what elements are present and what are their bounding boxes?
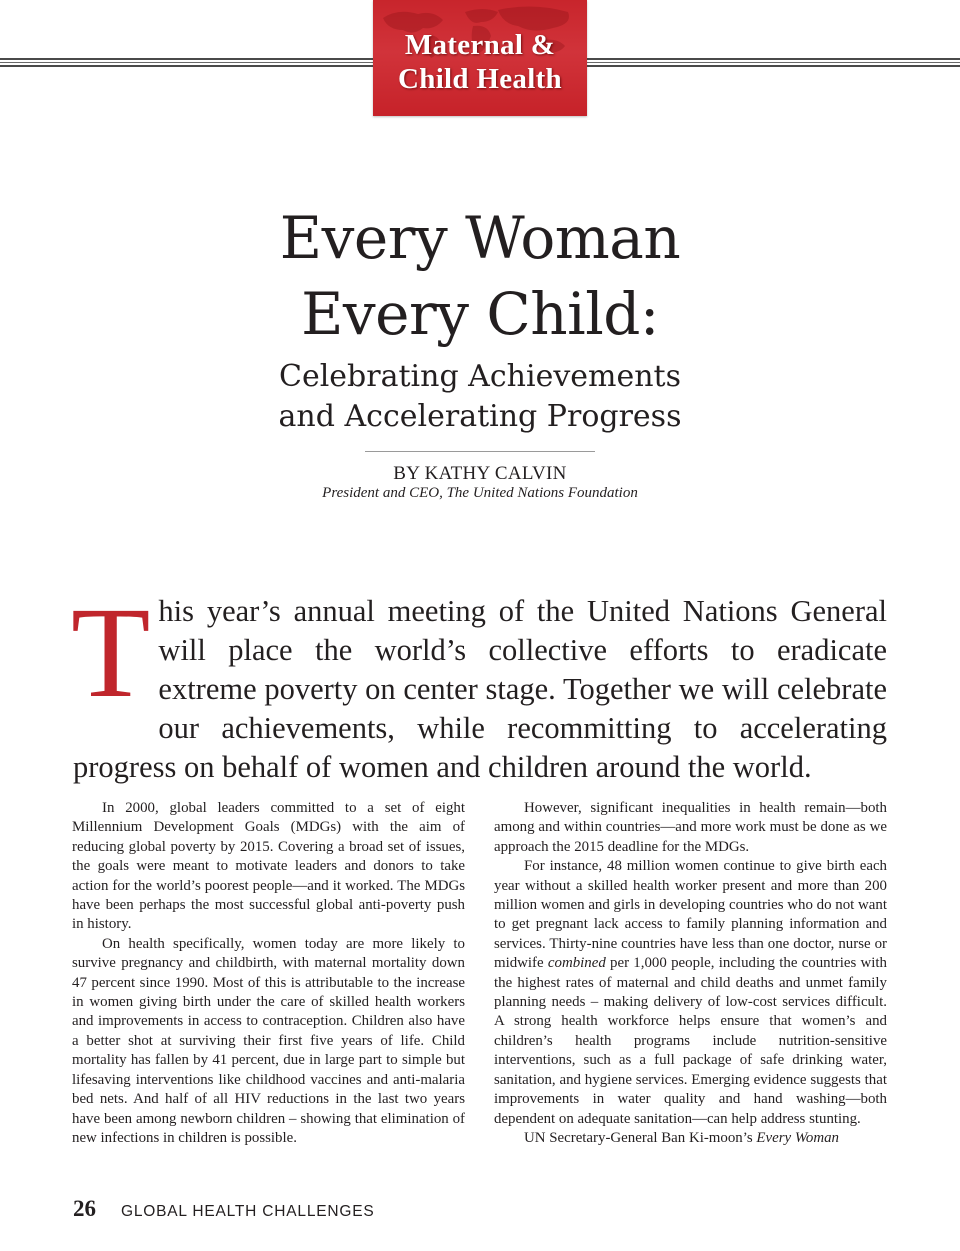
- body-paragraph: [494, 1129, 887, 1148]
- section-label-line1: Maternal &: [404, 29, 556, 61]
- body-column-left: [72, 799, 465, 1148]
- publication-name: GLOBAL HEALTH CHALLENGES: [121, 1203, 375, 1220]
- article-subtitle-line1: Celebrating Achievements: [278, 359, 681, 394]
- emphasis-text: Every Woman: [756, 1129, 839, 1146]
- body-text: UN Secretary-General Ban Ki-moon’s: [524, 1129, 757, 1146]
- emphasis-text: combined: [547, 955, 606, 972]
- drop-cap: T: [71, 581, 151, 725]
- body-paragraph: On health specifically, women today are more likely to survive pregnancy and childbirth, with maternal mortality down 47 percent since 1990. Most of this is attributable to the increase in women giving birth under the care of skilled health workers and improvements in access to contraception. Children also have a better shot at surviving their first five years of life. Child mortality has fallen by 41 percent, due in large part to simple but lifesaving interventions like childhood vaccines and anti-malaria bed nets. And half of all HIV reductions in the last two years have been among newborn children – showing that elimination of new infections in children is possible.: [72, 935, 465, 1146]
- author-byline: BY KATHY CALVIN: [393, 463, 567, 484]
- section-label-line2: Child Health: [398, 63, 562, 95]
- author-affiliation: President and CEO, The United Nations Foundation: [322, 485, 638, 501]
- lead-paragraph: [71, 581, 887, 787]
- body-text: For instance, 48 million women continue to give birth each year without a skilled health worker present and more than 200 million women and girls in developing countries who do not want to get pregnant lack access to family planning information and services. Thirty-nine countries have less than one doctor, nurse or midwife: [494, 858, 887, 972]
- page-number: 26: [73, 1196, 96, 1221]
- body-paragraph: In 2000, global leaders committed to a set of eight Millennium Development Goals (MDGs) with the aim of reducing global poverty by 2015. Covering a broad set of issues, the goals were meant to motivate leaders and donors to take action for the world’s poorest people—and it worked. The MDGs have been perhaps the most successful global anti-poverty push in history.: [72, 800, 465, 933]
- article-title-line1: Every Woman: [279, 204, 681, 272]
- body-paragraph: However, significant inequalities in health remain—both among and within countries—and more work must be done as we approach the 2015 deadline for the MDGs.: [494, 800, 887, 855]
- article-title-line2: Every Child:: [301, 280, 659, 348]
- byline-divider: [365, 451, 595, 452]
- section-label: [373, 0, 587, 116]
- body-text: per 1,000 people, including the countries with the highest rates of maternal and child deaths and unmet family planning needs – making delivery of low-cost services difficult. A strong health workforce helps ensure that women’s and children’s health programs include nutrition-sensitive interventions, such as a full package of safe drinking water, sanitation, and hygiene services. Emerging evidence suggests that improvements in water quality and hand washing—both dependent on adequate sanitation—can help address stunting.: [494, 955, 887, 1127]
- body-column-right: [494, 799, 887, 1148]
- body-paragraph: [494, 857, 887, 1129]
- lead-text: his year’s annual meeting of the United Nations General will place the world’s collective efforts to eradicate extreme poverty on center stage. Together we will celebrate our achievements, while recommitting to accelerating progress on behalf of women and children around the world.: [73, 594, 887, 784]
- article-subtitle-line2: and Accelerating Progress: [278, 399, 682, 434]
